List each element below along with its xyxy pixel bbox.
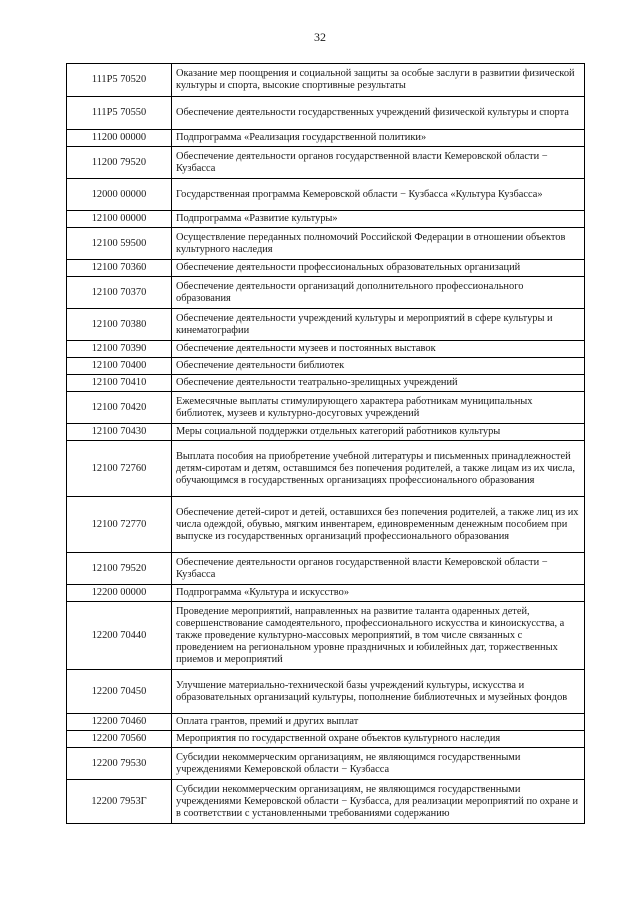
row-description: Мероприятия по государственной охране объектов культурного наследия	[172, 731, 585, 748]
row-description: Оказание мер поощрения и социальной защиты за особые заслуги в развитии физической культуры и спорта, высокие спортивные результаты	[172, 64, 585, 97]
table-row	[67, 277, 585, 309]
table-row	[67, 64, 585, 97]
table-row	[67, 147, 585, 179]
row-description: Обеспечение деятельности государственных учреждений физической культуры и спорта	[172, 97, 585, 130]
table-row	[67, 602, 585, 670]
row-code: 12100 70400	[67, 358, 172, 375]
table-row	[67, 309, 585, 341]
row-description: Ежемесячные выплаты стимулирующего характера работникам муниципальных библиотек, музеев и культурно-досуговых учреждений	[172, 392, 585, 424]
table-row	[67, 424, 585, 441]
table-row	[67, 731, 585, 748]
table-row	[67, 375, 585, 392]
row-code: 111P5 70520	[67, 64, 172, 97]
row-description: Обеспечение деятельности театрально-зрелищных учреждений	[172, 375, 585, 392]
row-code: 12100 70390	[67, 341, 172, 358]
row-description: Проведение мероприятий, направленных на развитие таланта одаренных детей, совершенствование самодеятельного, профессионального искусства и киноискусства, а также проведение культурно-массовых мероприятий, в том числе связанных с проведением на региональном уровне праздничных и юбилейных дат, торжественных приемов и мероприятий	[172, 602, 585, 670]
row-description: Подпрограмма «Реализация государственной политики»	[172, 130, 585, 147]
table-row	[67, 585, 585, 602]
row-code: 12100 70430	[67, 424, 172, 441]
table-row	[67, 260, 585, 277]
table-row	[67, 670, 585, 714]
row-description: Обеспечение деятельности организаций дополнительного профессионального образования	[172, 277, 585, 309]
table-row	[67, 97, 585, 130]
table-row	[67, 341, 585, 358]
table-row	[67, 553, 585, 585]
row-code: 111P5 70550	[67, 97, 172, 130]
row-code: 12200 00000	[67, 585, 172, 602]
row-description: Меры социальной поддержки отдельных категорий работников культуры	[172, 424, 585, 441]
table-row	[67, 228, 585, 260]
row-code: 12200 70560	[67, 731, 172, 748]
row-code: 12100 70360	[67, 260, 172, 277]
table-body	[67, 64, 585, 824]
row-description: Обеспечение деятельности органов государственной власти Кемеровской области − Кузбасса	[172, 147, 585, 179]
row-code: 12200 7953Г	[67, 780, 172, 824]
table-row	[67, 179, 585, 211]
row-description: Государственная программа Кемеровской области − Кузбасса «Культура Кузбасса»	[172, 179, 585, 211]
page-number: 32	[314, 30, 326, 44]
row-code: 12200 70460	[67, 714, 172, 731]
row-code: 12100 72770	[67, 497, 172, 553]
budget-classification-table	[66, 63, 585, 824]
table-row	[67, 211, 585, 228]
row-description: Субсидии некоммерческим организациям, не являющимся государственными учреждениями Кемеровской области − Кузбасса	[172, 748, 585, 780]
row-code: 12100 72760	[67, 441, 172, 497]
row-code: 12200 70440	[67, 602, 172, 670]
row-code: 11200 79520	[67, 147, 172, 179]
row-code: 12100 70380	[67, 309, 172, 341]
table-row	[67, 392, 585, 424]
row-description: Обеспечение деятельности музеев и постоянных выставок	[172, 341, 585, 358]
row-code: 12000 00000	[67, 179, 172, 211]
row-code: 12200 70450	[67, 670, 172, 714]
row-description: Обеспечение деятельности органов государственной власти Кемеровской области − Кузбасса	[172, 553, 585, 585]
row-code: 12100 59500	[67, 228, 172, 260]
row-description: Улучшение материально-технической базы учреждений культуры, искусства и образовательных организаций культуры, пополнение библиотечных и музейных фондов	[172, 670, 585, 714]
row-description: Обеспечение деятельности учреждений культуры и мероприятий в сфере культуры и кинематографии	[172, 309, 585, 341]
table-row	[67, 441, 585, 497]
row-description: Субсидии некоммерческим организациям, не являющимся государственными учреждениями Кемеровской области − Кузбасса, для реализации мероприятий по охране и в соответствии с установленными требованиями содержанию	[172, 780, 585, 824]
row-description: Обеспечение деятельности библиотек	[172, 358, 585, 375]
row-description: Оплата грантов, премий и других выплат	[172, 714, 585, 731]
table-row	[67, 714, 585, 731]
row-description: Обеспечение деятельности профессиональных образовательных организаций	[172, 260, 585, 277]
row-code: 12200 79530	[67, 748, 172, 780]
table-row	[67, 780, 585, 824]
table-row	[67, 748, 585, 780]
row-code: 12100 70420	[67, 392, 172, 424]
row-code: 12100 70370	[67, 277, 172, 309]
row-description: Обеспечение детей-сирот и детей, оставшихся без попечения родителей, а также лиц из их числа одеждой, обувью, мягким инвентарем, единовременным денежным пособием при выпуске из государственных организаций профессионального образования	[172, 497, 585, 553]
row-code: 12100 70410	[67, 375, 172, 392]
row-description: Подпрограмма «Культура и искусство»	[172, 585, 585, 602]
row-description: Осуществление переданных полномочий Российской Федерации в отношении объектов культурного наследия	[172, 228, 585, 260]
row-code: 12100 00000	[67, 211, 172, 228]
row-code: 12100 79520	[67, 553, 172, 585]
row-description: Подпрограмма «Развитие культуры»	[172, 211, 585, 228]
row-description: Выплата пособия на приобретение учебной литературы и письменных принадлежностей детям-сиротам и детям, оставшимся без попечения родителей, а также лицам из их числа, обучающимся в государственных организациях профессионального образования	[172, 441, 585, 497]
row-code: 11200 00000	[67, 130, 172, 147]
table-row	[67, 358, 585, 375]
table-row	[67, 497, 585, 553]
table-row	[67, 130, 585, 147]
